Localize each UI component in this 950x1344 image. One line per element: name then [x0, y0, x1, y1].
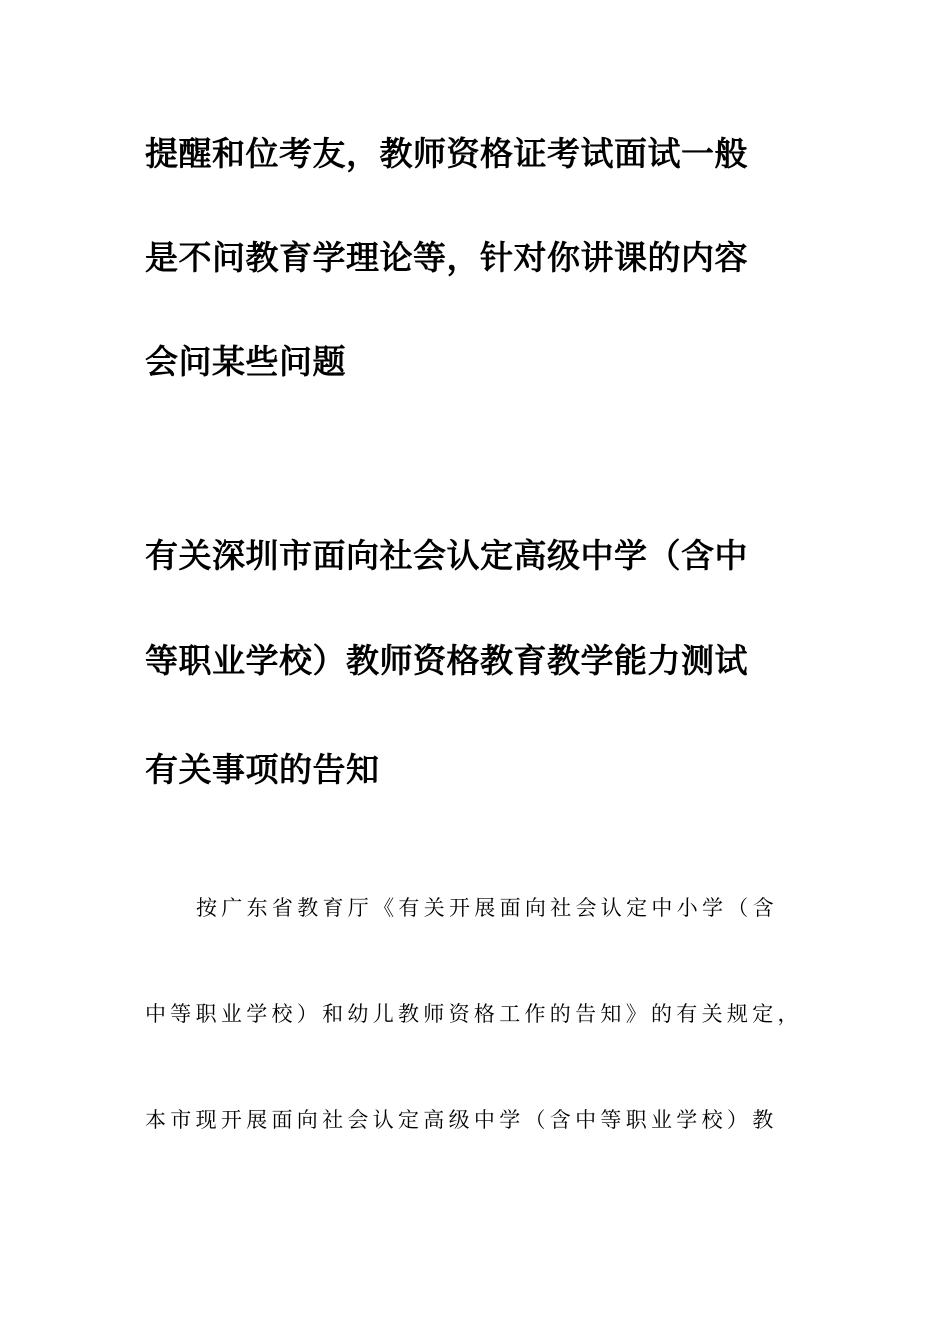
notice-line-1: 提醒和位考友，教师资格证考试面试一般 [145, 134, 748, 173]
heading-line-3: 有关事项的告知 [145, 750, 380, 789]
body-line-2: 中等职业学校）和幼儿教师资格工作的告知》的有关规定， [145, 1002, 803, 1026]
notice-line-2: 是不问教育学理论等，针对你讲课的内容 [145, 238, 748, 277]
body-line-1: 按广东省教育厅《有关开展面向社会认定中小学（含 [196, 896, 778, 920]
heading-line-2: 等职业学校）教师资格教育教学能力测试 [145, 641, 748, 680]
heading-line-1: 有关深圳市面向社会认定高级中学（含中 [145, 536, 748, 575]
notice-line-3: 会问某些问题 [145, 342, 346, 381]
body-line-3: 本市现开展面向社会认定高级中学（含中等职业学校）教 [145, 1108, 778, 1132]
